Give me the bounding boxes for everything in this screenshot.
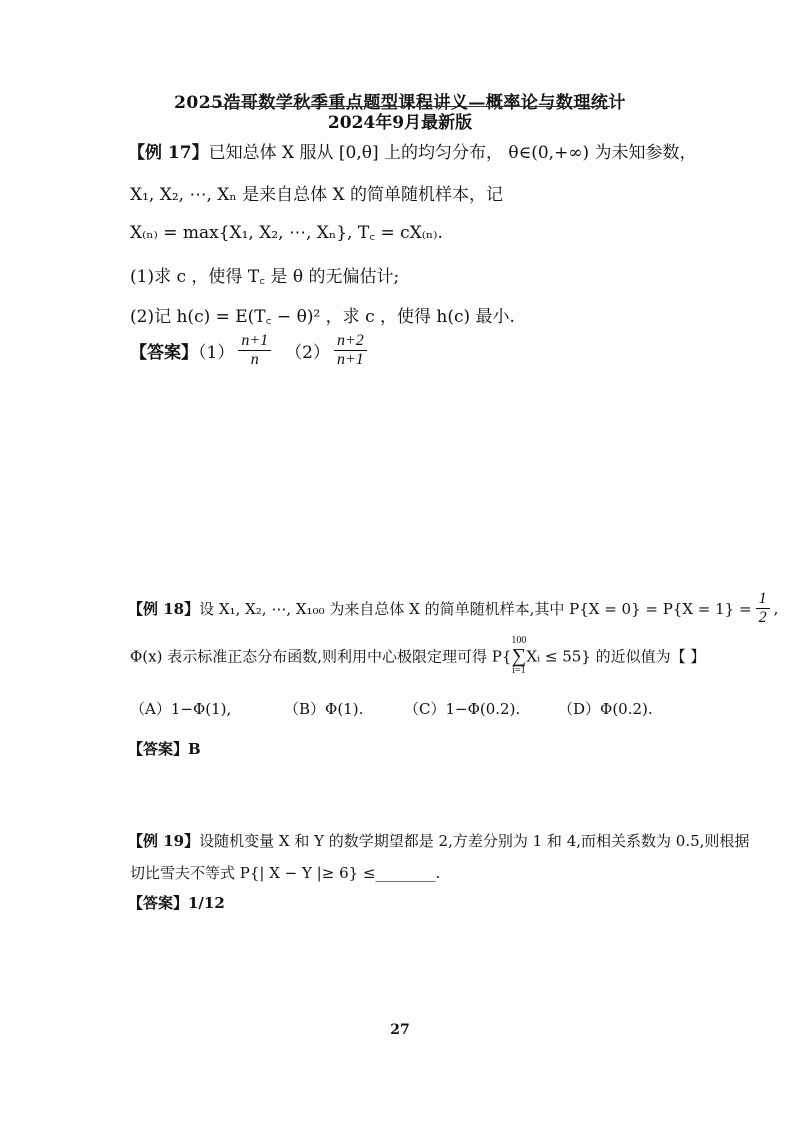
fraction-denominator: 2 [758, 609, 767, 626]
fraction-denominator: n+1 [336, 351, 364, 368]
summation-upper: 100 [511, 635, 527, 646]
example-17-part1: (1)求 c ，使得 T꜀ 是 θ 的无偏估计; [130, 267, 400, 287]
example-17-tag: 【例 17】 [128, 143, 209, 163]
option-a: （A）1−Φ(1), [130, 700, 232, 718]
example-17-part2: (2)记 h(c) = E(T꜀ − θ)² ，求 c ，使得 h(c) 最小. [130, 307, 515, 327]
example-19-answer: 【答案】1/12 [128, 894, 225, 912]
answer-part1-label: （1） [198, 343, 235, 363]
answer-part2-fraction [334, 332, 367, 369]
answer-label: 【答案】 [130, 343, 198, 363]
example-18-statement-2: Φ(x) 表示标准正态分布函数,则利用中心极限定理可得 P{ [130, 647, 512, 666]
fraction-numerator: n+1 [238, 332, 271, 351]
fraction-numerator: 1 [756, 590, 770, 609]
page-number: 27 [390, 1022, 410, 1038]
answer-part1-fraction [238, 332, 271, 369]
example-18-tag: 【例 18】 [128, 600, 200, 618]
example-19-statement: 设随机变量 X 和 Y 的数学期望都是 2,方差分别为 1 和 4,而相关系数为 0.5,则根据 [199, 832, 750, 850]
example-18-statement-3: Xᵢ ≤ 55} 的近似值为【 】 [526, 647, 706, 666]
example-17-statement: 已知总体 X 服从 [0,θ] 上的均匀分布， θ∈(0,+∞) 为未知参数， [208, 143, 697, 163]
header-divider [200, 106, 610, 107]
example-18-answer: 【答案】B [128, 740, 201, 758]
fraction-denominator: n [250, 351, 259, 368]
header-edition: 2024年9月最新版 [327, 113, 473, 133]
option-c: （C）1−Φ(0.2). [404, 700, 521, 718]
example-18-statement: 设 X₁, X₂, ⋯, X₁₀₀ 为来自总体 X 的简单随机样本,其中 P{X = 0} = P{X = 1} = [199, 600, 752, 618]
example-19-line1 [128, 830, 749, 851]
summation-sign: ∑ [511, 645, 527, 667]
example-17-line3: X₍ₙ₎ = max{X₁, X₂, ⋯, Xₙ}, T꜀ = cX₍ₙ₎. [130, 223, 443, 243]
option-d: （D）Φ(0.2). [558, 700, 653, 718]
example-18-line2 [130, 636, 705, 676]
example-17-line2: X₁, X₂, ⋯, Xₙ 是来自总体 X 的简单随机样本，记 [130, 185, 504, 205]
header-title: 2025浩哥数学秋季重点题型课程讲义—概率论与数理统计 [174, 93, 626, 113]
option-b: （B）Φ(1). [284, 700, 364, 718]
example-19-line2: 切比雪夫不等式 P{| X − Y |≥ 6} ≤________. [130, 864, 441, 882]
answer-part2-label: （2） [285, 343, 330, 363]
summation-lower: i=1 [512, 665, 526, 676]
example-18-comma: , [773, 599, 779, 618]
example-19-tag: 【例 19】 [128, 832, 200, 850]
summation [511, 636, 526, 676]
example-18-line1 [128, 590, 778, 627]
example-17-answer [130, 332, 371, 369]
example-17-line1 [128, 138, 697, 163]
fraction-numerator: n+2 [334, 332, 367, 351]
half-fraction [756, 590, 770, 627]
